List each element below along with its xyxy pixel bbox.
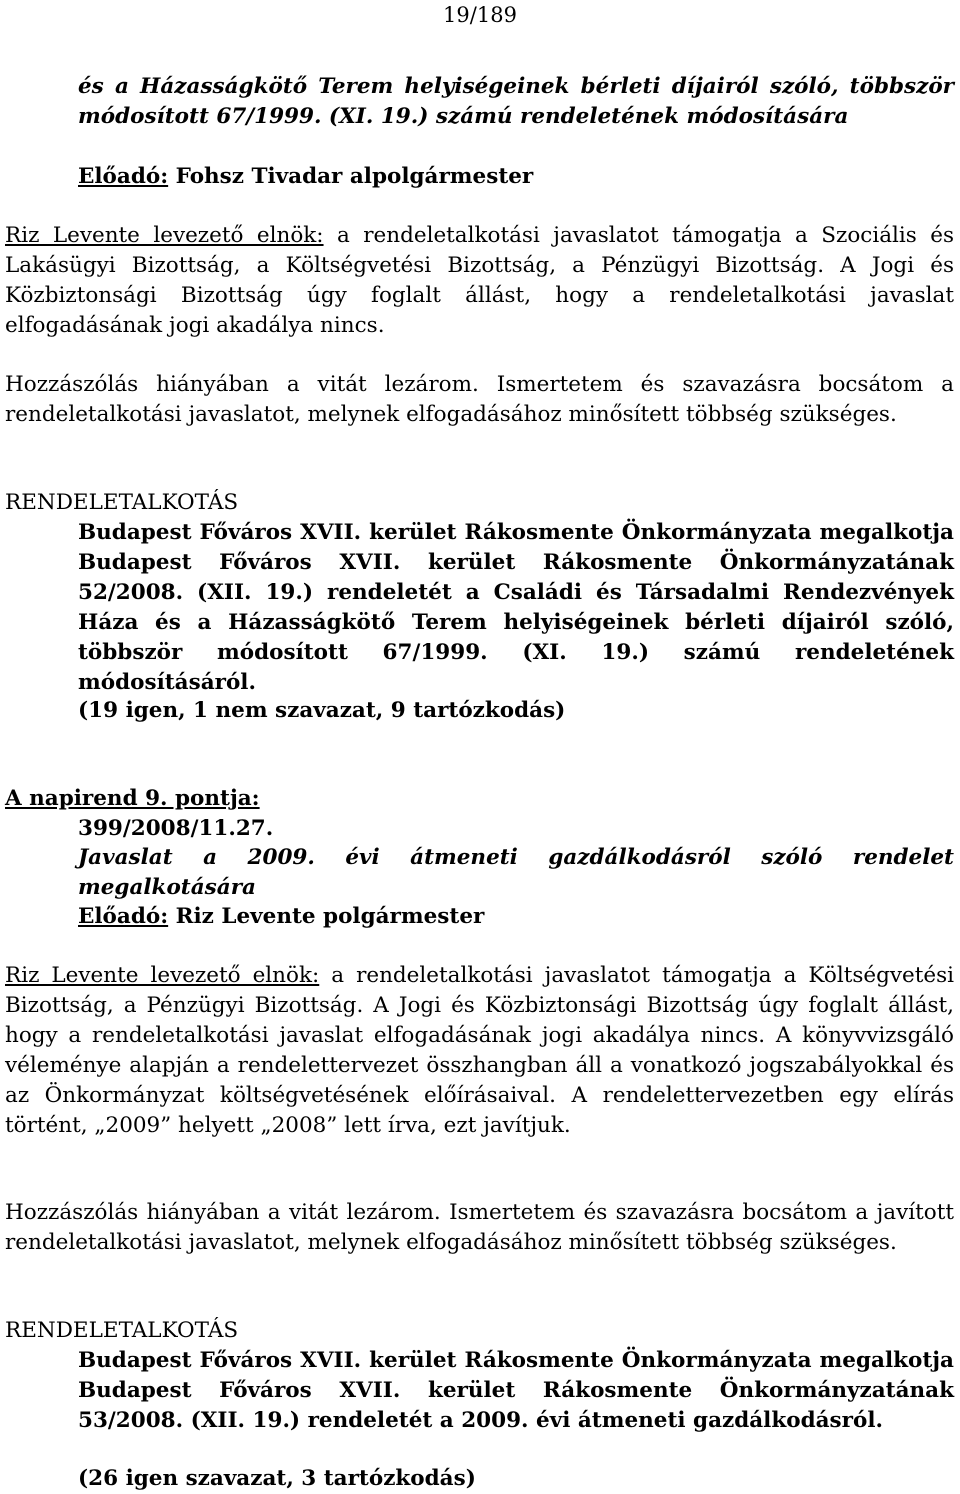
presenter-name: Riz Levente polgármester bbox=[168, 904, 485, 929]
presenter-label: Előadó: bbox=[78, 904, 169, 929]
item9-presenter bbox=[78, 902, 954, 932]
chair-text: a rendeletalkotási javaslatot támogatja a Szociális és Lakásügyi Bizottság, a Költségvetési Bizottság, a Pénzügyi Bizottság. A Jogi és Közbiztonsági Bizottság úgy foglalt állást, hogy a rendeletalkotási javaslat elfogadásának jogi akadálya nincs. bbox=[5, 223, 954, 338]
item8-vote-result: (19 igen, 1 nem szavazat, 9 tartózkodás) bbox=[78, 698, 566, 723]
item9-decree-text: Budapest Főváros XVII. kerület Rákosmente Önkormányzata megalkotja Budapest Főváros XVII. kerület Rákosmente Önkormányzatának 53/2008. (XII. 19.) rendeletét a 2009. évi átmeneti gazdálkodásról. bbox=[78, 1348, 954, 1433]
item8-closing-statement: Hozzászólás hiányában a vitát lezárom. Ismertetem és szavazásra bocsátom a rendeletalkotási javaslatot, melynek elfogadásához minősített többség szükséges. bbox=[5, 372, 954, 427]
item8-title: és a Házasságkötő Terem helyiségeinek bérleti díjairól szóló, többször módosított 67/1999. (XI. 19.) számú rendeletének módosítására bbox=[78, 74, 954, 129]
page-number: 19/189 bbox=[443, 3, 517, 27]
item8-presenter bbox=[78, 162, 954, 192]
item9-decree-heading: RENDELETALKOTÁS bbox=[5, 1318, 239, 1343]
item8-chair-statement bbox=[5, 221, 954, 341]
chair-text: a rendeletalkotási javaslatot támogatja a Költségvetési Bizottság, a Pénzügyi Bizottság. A Jogi és Közbiztonsági Bizottság úgy foglalt állást, hogy a rendeletalkotási javaslat elfogadásának jogi akadálya nincs. A könyvvizsgáló véleménye alapján a rendelettervezet összhangban áll a vonatkozó jogszabályokkal és az Önkormányzat költségvetésének előírásaival. A rendelettervezetben egy elírás történt, „2009” helyett „2008” lett írva, ezt javítjuk. bbox=[5, 963, 954, 1138]
chair-label: Riz Levente levezető elnök: bbox=[5, 223, 324, 248]
item8-decree-heading: RENDELETALKOTÁS bbox=[5, 490, 239, 515]
item9-closing-statement: Hozzászólás hiányában a vitát lezárom. Ismertetem és szavazásra bocsátom a javított rendeletalkotási javaslatot, melynek elfogadásához minősített többség szükséges. bbox=[5, 1200, 954, 1255]
chair-label: Riz Levente levezető elnök: bbox=[5, 963, 320, 988]
item8-decree-text: Budapest Főváros XVII. kerület Rákosmente Önkormányzata megalkotja Budapest Főváros XVII. kerület Rákosmente Önkormányzatának 52/2008. (XII. 19.) rendeletét a Családi és Társadalmi Rendezvények Háza és a Házasságkötő Terem helyiségeinek bérleti díjairól szóló, többször módosított 67/1999. (XI. 19.) számú rendeletének módosításáról. bbox=[78, 520, 954, 695]
presenter-label: Előadó: bbox=[78, 164, 169, 189]
presenter-name: Fohsz Tivadar alpolgármester bbox=[168, 164, 534, 189]
item9-title: Javaslat a 2009. évi átmeneti gazdálkodásról szóló rendelet megalkotására bbox=[78, 845, 954, 900]
item9-agenda-label: A napirend 9. pontja: bbox=[5, 786, 260, 811]
item9-vote-result: (26 igen szavazat, 3 tartózkodás) bbox=[78, 1466, 476, 1491]
item9-chair-statement bbox=[5, 961, 954, 1141]
item9-reference: 399/2008/11.27. bbox=[78, 816, 274, 841]
